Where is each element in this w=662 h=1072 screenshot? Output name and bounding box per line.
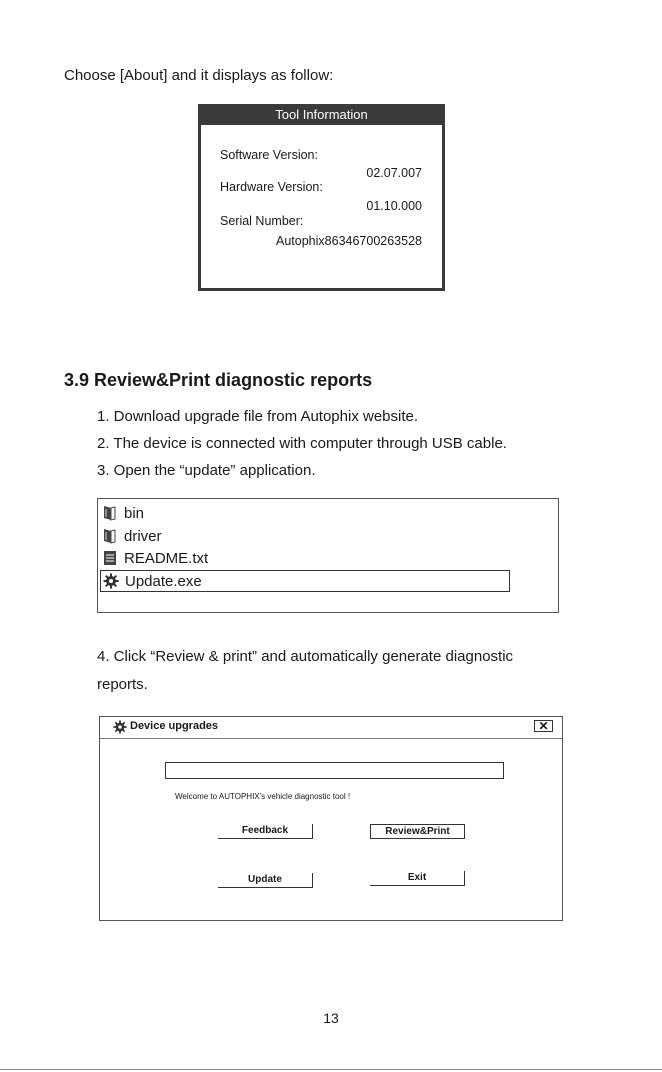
review-print-button[interactable]: Review&Print [370,824,465,839]
file-name: README.txt [124,549,209,567]
section-heading: 3.9 Review&Print diagnostic reports [64,370,373,390]
dialog-title: Tool Information [201,104,442,125]
gear-icon [113,720,127,734]
close-icon: ✕ [538,719,549,733]
window-titlebar [100,717,562,739]
document-icon [102,550,118,566]
device-upgrades-window [99,716,563,921]
progress-bar [165,762,504,779]
file-item-driver[interactable] [102,526,162,546]
step-3: 3. Open the “update” application. [97,462,316,479]
step-1: 1. Download upgrade file from Autophix website. [97,408,419,425]
close-button[interactable] [534,720,553,732]
file-name: Update.exe [125,572,202,590]
file-explorer [97,498,559,613]
welcome-text: Welcome to AUTOPHIX's vehicle diagnostic tool ! [175,792,351,801]
bottom-divider [0,1069,662,1070]
hardware-version-value: 01.10.000 [366,199,422,213]
file-item-update-exe[interactable] [100,570,510,592]
feedback-button[interactable]: Feedback [218,824,313,839]
step-4-line-1: 4. Click “Review & print” and automatically generate diagnostic [97,648,514,665]
file-item-readme[interactable] [102,548,208,568]
intro-text: Choose [About] and it displays as follow: [64,67,334,84]
file-name: bin [124,504,145,522]
gear-icon [103,573,119,589]
tool-information-dialog [198,104,445,291]
file-name: driver [124,527,162,545]
folder-icon [102,505,118,521]
hardware-version-label: Hardware Version: [220,180,323,194]
step-2: 2. The device is connected with computer through USB cable. [97,435,507,452]
software-version-label: Software Version: [220,148,318,162]
page-number: 13 [323,1010,339,1026]
window-title: Device upgrades [130,720,219,732]
serial-number-value: Autophix86346700263528 [276,234,422,248]
step-4-line-2: reports. [97,676,148,693]
update-button[interactable]: Update [218,873,313,888]
exit-button[interactable]: Exit [370,871,465,886]
folder-icon [102,528,118,544]
serial-number-label: Serial Number: [220,214,304,228]
software-version-value: 02.07.007 [366,166,422,180]
file-item-bin[interactable] [102,503,144,523]
